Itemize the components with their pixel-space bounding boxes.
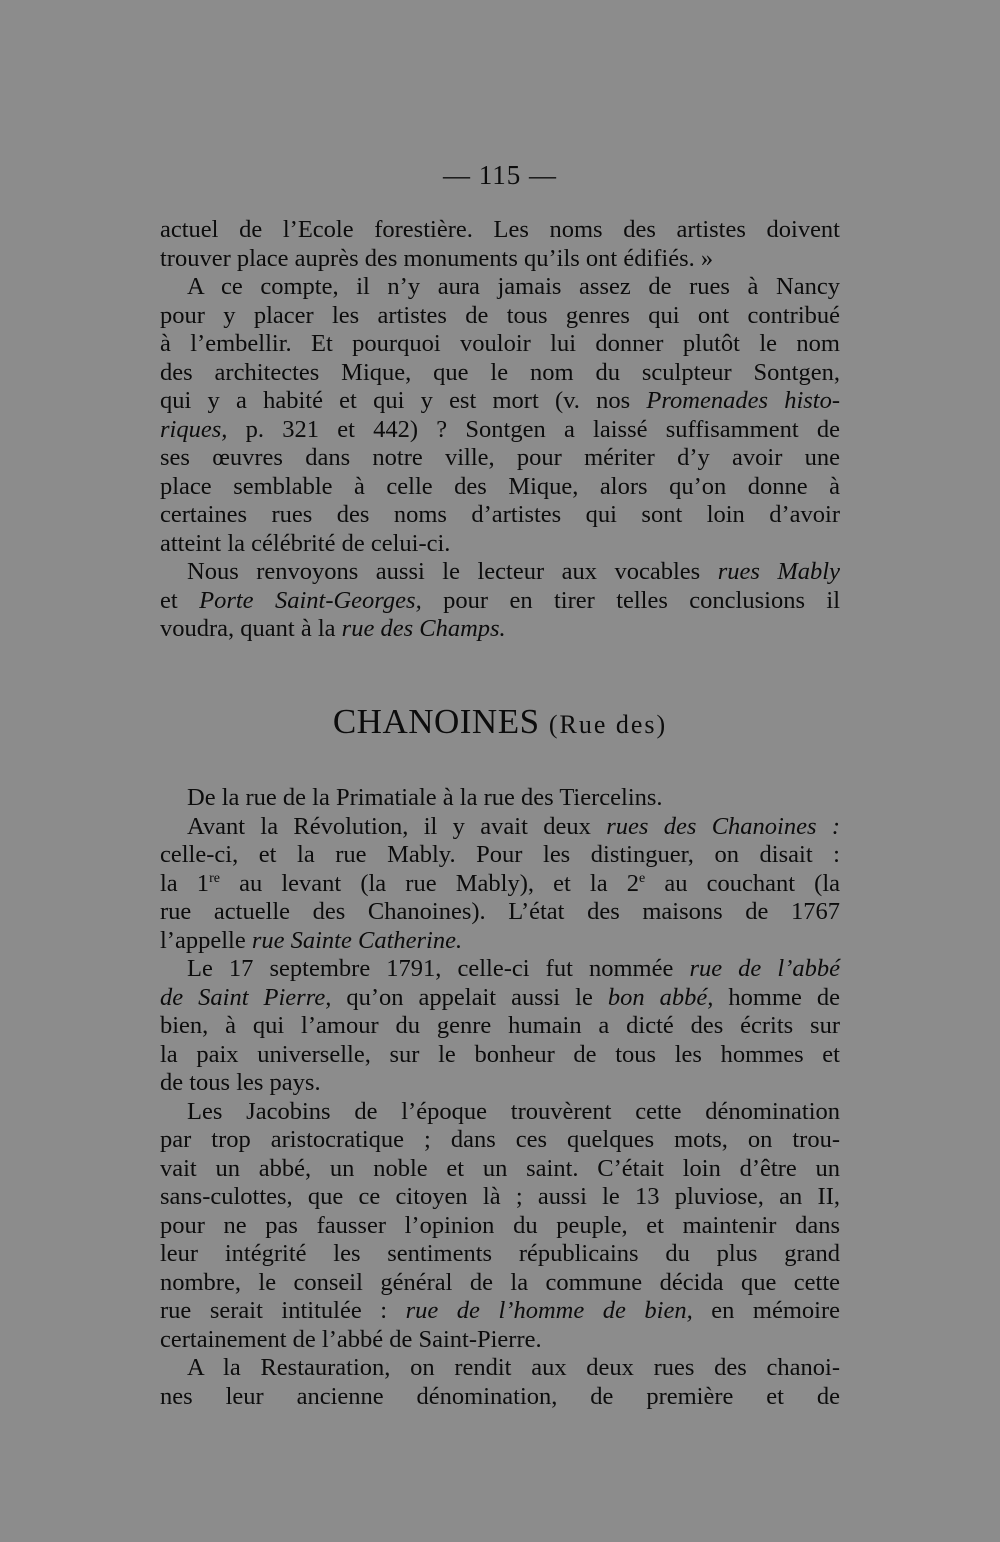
heading-main: CHANOINES [332, 702, 540, 741]
text-line: sans-culottes, que ce citoyen là ; aussi le 13 pluviose, an II, [160, 1183, 840, 1210]
text-line: rue actuelle des Chanoines). L’état des maisons de 1767 [160, 898, 840, 925]
text-line: trouver place auprès des monuments qu’ils ont édifiés. » [160, 244, 714, 272]
text-line: actuel de l’Ecole forestière. Les noms des artistes doivent [160, 216, 840, 243]
text-line: des architectes Mique, que le nom du sculpteur Sontgen, [160, 358, 840, 386]
text-line: Les Jacobins de l’époque trouvèrent cette dénomination [187, 1097, 840, 1125]
heading-sub: (Rue des) [548, 710, 668, 739]
text-line: place semblable à celle des Mique, alors qu’on donne à [160, 472, 840, 500]
body-text-block [160, 784, 840, 1411]
text-line: de tous les pays. [160, 1069, 321, 1096]
text-line: leur intégrité les sentiments républicains du plus grand [160, 1240, 840, 1267]
text-line: nombre, le conseil général de la commune décida que cette [160, 1268, 840, 1296]
text-line: à l’embellir. Et pourquoi vouloir lui donner plutôt le nom [160, 330, 840, 357]
text-line: nes leur ancienne dénomination, de première et de [160, 1382, 840, 1410]
top-text-block [160, 216, 840, 644]
text-line: la paix universelle, sur le bonheur de tous les hommes et [160, 1040, 840, 1068]
text-line: atteint la célébrité de celui-ci. [160, 529, 451, 557]
text-line: Avant la Révolution, il y avait deux rues des Chanoines : [187, 812, 840, 840]
page-number: — 115 — [443, 160, 557, 190]
text-line: voudra, quant à la rue des Champs. [160, 615, 506, 642]
text-line: De la rue de la Primatiale à la rue des Tiercelins. [187, 784, 663, 811]
text-line: A ce compte, il n’y aura jamais assez de rues à Nancy [187, 273, 840, 300]
text-line: ses œuvres dans notre ville, pour mériter d’y avoir une [160, 444, 840, 471]
text-line: la 1re au levant (la rue Mably), et la 2e au couchant (la [160, 869, 840, 897]
section-heading [0, 702, 1000, 742]
text-line: certainement de l’abbé de Saint-Pierre. [160, 1325, 542, 1353]
text-line: celle-ci, et la rue Mably. Pour les distinguer, on disait : [160, 841, 840, 868]
text-line: Le 17 septembre 1791, celle-ci fut nommée rue de l’abbé [187, 955, 840, 982]
text-line: Nous renvoyons aussi le lecteur aux vocables rues Mably [187, 558, 840, 585]
text-line: bien, à qui l’amour du genre humain a dicté des écrits sur [160, 1012, 840, 1039]
text-line: A la Restauration, on rendit aux deux rues des chanoi- [187, 1354, 840, 1381]
text-line: pour ne pas fausser l’opinion du peuple, et maintenir dans [160, 1211, 840, 1239]
text-line: vait un abbé, un noble et un saint. C’était loin d’être un [160, 1154, 840, 1182]
text-line: certaines rues des noms d’artistes qui sont loin d’avoir [160, 501, 840, 528]
text-line: qui y a habité et qui y est mort (v. nos Promenades histo- [160, 387, 840, 414]
text-line: par trop aristocratique ; dans ces quelques mots, on trou- [160, 1126, 840, 1153]
text-line: l’appelle rue Sainte Catherine. [160, 926, 463, 954]
text-line: de Saint Pierre, qu’on appelait aussi le bon abbé, homme de [160, 983, 841, 1011]
text-line: et Porte Saint-Georges, pour en tirer telles conclusions il [160, 586, 841, 614]
text-line: rue serait intitulée : rue de l’homme de bien, en mémoire [160, 1297, 841, 1324]
text-line: riques, p. 321 et 442) ? Sontgen a laissé suffisamment de [160, 415, 841, 443]
text-line: pour y placer les artistes de tous genres qui ont contribué [160, 301, 840, 329]
